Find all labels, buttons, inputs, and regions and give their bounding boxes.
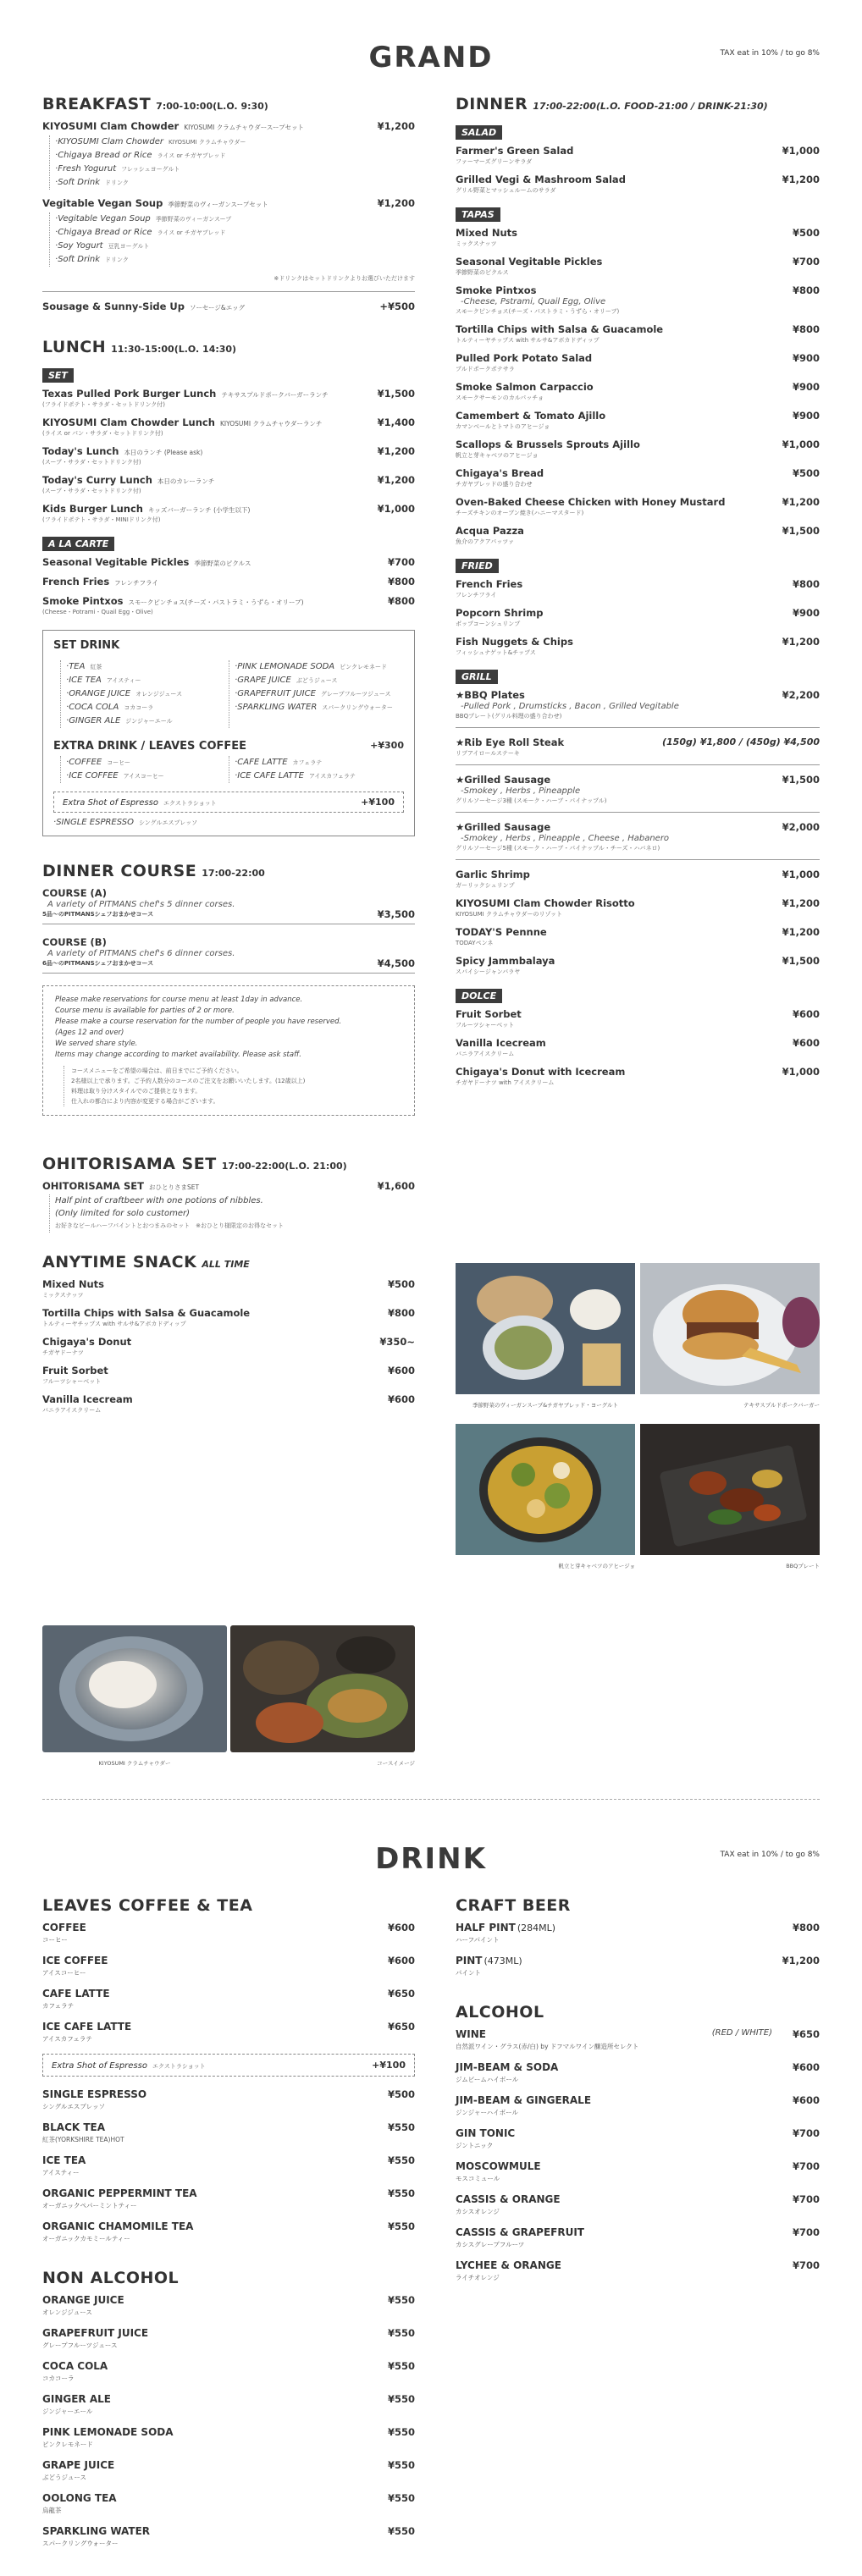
anytime-item: Tortilla Chips with Salsa & Guacamole トルティーヤチップス with サルサ&アボカドディップ ¥800 [42, 1307, 415, 1327]
drink-item: MOSCOWMULE モスコミュール ¥700 [456, 2160, 820, 2182]
dolce-item: Vanilla Icecream バニラアイスクリーム ¥600 [456, 1037, 820, 1057]
tapas-tag: TAPAS [456, 207, 500, 222]
drink-item: COFFEE コーヒー ¥600 [42, 1922, 415, 1944]
burger-photo [640, 1263, 820, 1397]
grill-item: TODAY'S Pennne TODAYペンネ ¥1,200 [456, 926, 820, 946]
divider [42, 291, 415, 292]
drink-item: BLACK TEA 紅茶(YORKSHIRE TEA)HOT ¥550 [42, 2121, 415, 2143]
grill-item: ★Grilled Sausage -Smokey , Herbs , Pineapple グリルソーセージ3種 (スモーク・ハーブ・パイナップル) ¥1,500 [456, 774, 820, 813]
tapas-item: Smoke Pintxos -Cheese, Pstrami, Quail Egg, Olive スモークピンチョス(チーズ・パストラミ・うずら・オリーブ) ¥800 [456, 284, 820, 315]
anytime-item: Mixed Nuts ミックスナッツ ¥500 [42, 1278, 415, 1299]
extra-drink-price: +¥300 [370, 740, 404, 751]
right-column [456, 95, 820, 1095]
course-photo [230, 1625, 415, 1752]
grill-item: Spicy Jammbalaya スパイシージャンバラヤ ¥1,500 [456, 955, 820, 975]
grill-item: ★Grilled Sausage -Smokey , Herbs , Pineapple , Cheese , Habanero グリルソーセージ5種 (スモーク・ハーブ・パイナップル・チーズ・ハバネロ) ¥2,000 [456, 821, 820, 860]
drink-item: SINGLE ESPRESSO シングルエスプレッソ ¥500 [42, 2088, 415, 2110]
anytime-item: Chigaya's Donut チガヤドーナツ ¥350~ [42, 1336, 415, 1356]
drink-item: ORANGE JUICE オレンジジュース ¥550 [42, 2294, 415, 2316]
set-drink-left: ·TEA 紅茶 ·ICE TEA アイスティー ·ORANGE JUICE オレンジジュース ·COCA COLA コカコーラ ·GINGER ALE ジンジャーエール [60, 660, 222, 728]
breakfast-options: ·Vegitable Vegan Soup 季節野菜のヴィーガンスープ ·Chigaya Bread or Rice ライス or チガヤブレッド ·Soy Yogurt 豆乳ヨーグルト ·Soft Drink ドリンク [49, 212, 356, 267]
set-drink-box [42, 630, 415, 836]
set-drink-title: SET DRINK [53, 639, 120, 652]
drink-item: JIM-BEAM & SODA ジムビームハイボール ¥600 [456, 2061, 820, 2083]
lunch-item: Today's Curry Lunch 本日のカレーランチ (スープ・サラダ・セットドリンク付) ¥1,200 [42, 474, 415, 494]
fried-tag: FRIED [456, 559, 499, 573]
breakfast-drink-note: ※ドリンクはセットドリンクよりお選びいただけます [274, 275, 415, 282]
grill-tag: GRILL [456, 670, 498, 684]
craftbeer-heading: CRAFT BEER [456, 1896, 571, 1915]
lunch-set-tag: SET [42, 368, 74, 383]
photo-caption: コースイメージ [377, 1760, 415, 1767]
ajillo-photo [456, 1424, 635, 1558]
leaves-heading: LEAVES COFFEE & TEA [42, 1896, 253, 1915]
dolce-tag: DOLCE [456, 989, 502, 1003]
breakfast-heading: BREAKFAST 7:00-10:00(L.O. 9:30) [42, 95, 268, 113]
salad-item: Grilled Vegi & Mashroom Salad グリル野菜とマッシュルームのサラダ ¥1,200 [456, 174, 820, 194]
course-heading: DINNER COURSE 17:00-22:00 [42, 862, 265, 880]
clam-chowder-photo [42, 1625, 227, 1752]
extra-shot-box: Extra Shot of Espresso エクストラショット +¥100 [42, 2054, 415, 2077]
tapas-item: Chigaya's Bread チガヤブレッドの盛り合わせ ¥500 [456, 467, 820, 488]
breakfast-options: ·KIYOSUMI Clam Chowder KIYOSUMI クラムチャウダー ·Chigaya Bread or Rice ライス or チガヤブレッド ·Fresh Yogurut フレッシュヨーグルト ·Soft Drink ドリンク [49, 135, 356, 190]
grill-item: ★Rib Eye Roll Steak リブアイロールステーキ (150g) ¥1,800 / (450g) ¥4,500 [456, 736, 820, 765]
extra-shot-box: Extra Shot of Espresso エクストラショット +¥100 [53, 792, 404, 813]
left-column [42, 95, 415, 1422]
lunch-item: KIYOSUMI Clam Chowder Lunch KIYOSUMI クラムチャウダーランチ (ライス or パン・サラダ・セットドリンク付) ¥1,400 [42, 416, 415, 437]
grand-header [0, 36, 862, 78]
alacarte-tag: A LA CARTE [42, 537, 114, 551]
drink-title: DRINK [375, 1842, 487, 1876]
drink-item: ICE COFFEE アイスコーヒー ¥600 [42, 1955, 415, 1977]
drink-item: ORGANIC PEPPERMINT TEA オーガニックペパーミントティー ¥550 [42, 2187, 415, 2209]
extra-drink-left: ·COFFEE コーヒー ·ICE COFFEE アイスコーヒー [60, 756, 222, 783]
fried-item: Fish Nuggets & Chips フィッシュナゲット&チップス ¥1,200 [456, 636, 820, 656]
drink-header [0, 1837, 862, 1879]
breakfast-item: KIYOSUMI Clam Chowder KIYOSUMI クラムチャウダースープセット ¥1,200 ·KIYOSUMI Clam Chowder KIYOSUMI クラムチャウダー ·Chigaya Bread or Rice ライス or チガヤブレッド ·Fresh Yogurut フレッシュヨーグルト ·Soft Drink ドリンク [42, 120, 415, 190]
tapas-item: Smoke Salmon Carpaccio スモークサーモンのカルパッチョ ¥900 [456, 381, 820, 401]
tapas-item: Scallops & Brussels Sprouts Ajillo 帆立と芽キャベツのアヒージョ ¥1,000 [456, 439, 820, 459]
lunch-item: Texas Pulled Pork Burger Lunch テキサスプルドポークバーガーランチ (フライドポテト・サラダ・セットドリンク付) ¥1,500 [42, 388, 415, 408]
right-photos [456, 1263, 820, 1568]
dinner-heading: DINNER 17:00-22:00(L.O. FOOD-21:00 / DRINK-21:30) [456, 95, 768, 113]
drink-tax-note: TAX eat in 10% / to go 8% [720, 1851, 820, 1859]
fried-item: Popcorn Shrimp ポップコーンシュリンプ ¥900 [456, 607, 820, 627]
alacarte-item: French Fries フレンチフライ ¥800 [42, 576, 415, 587]
grill-item: KIYOSUMI Clam Chowder Risotto KIYOSUMI クラムチャウダーのリゾット ¥1,200 [456, 897, 820, 918]
drink-item: ORGANIC CHAMOMILE TEA オーガニックカモミールティー ¥550 [42, 2220, 415, 2242]
ohitori-item: OHITORISAMA SET おひとりさまSET ¥1,600 Half pint of craftbeer with one potions of nibbles. (Only limited for solo customer) お好きなビールハーフパイントとおつまみのセット ※おひとり様限定のお得なセット [42, 1180, 415, 1233]
left-photos [42, 1625, 415, 1765]
single-espresso: ·SINGLE ESPRESSO シングルエスプレッソ [53, 818, 198, 827]
grand-tax-note: TAX eat in 10% / to go 8% [720, 49, 820, 58]
alcohol-heading: ALCOHOL [456, 2003, 544, 2022]
tapas-item: Camembert & Tomato Ajillo カマンベールとトマトのアヒージョ ¥900 [456, 410, 820, 430]
lunch-item: Today's Lunch 本日のランチ (Please ask) (スープ・サラダ・セットドリンク付) ¥1,200 [42, 445, 415, 466]
anytime-item: Vanilla Icecream バニラアイスクリーム ¥600 [42, 1393, 415, 1414]
lunch-heading: LUNCH 11:30-15:00(L.O. 14:30) [42, 338, 237, 356]
drink-item: COCA COLA コカコーラ ¥550 [42, 2360, 415, 2382]
drink-item: SPARKLING WATER スパークリングウォーター ¥550 [42, 2525, 415, 2547]
photo-caption: KIYOSUMI クラムチャウダー [98, 1760, 171, 1767]
tapas-item: Acqua Pazza 魚介のアクアパッツァ ¥1,500 [456, 525, 820, 545]
drink-item: GRAPE JUICE ぶどうジュース ¥550 [42, 2459, 415, 2481]
course-item: COURSE (B) A variety of PITMANS chef's 6 dinner corses. 6品〜のPITMANSシェフおまかせコース ¥4,500 [42, 936, 415, 974]
nonalcohol-heading: NON ALCOHOL [42, 2269, 180, 2287]
salad-item: Farmer's Green Salad ファーマーズグリーンサラダ ¥1,000 [456, 145, 820, 165]
drink-item: GRAPEFRUIT JUICE グレープフルーツジュース ¥550 [42, 2327, 415, 2349]
salad-tag: SALAD [456, 125, 502, 140]
drink-item: ICE TEA アイスティー ¥550 [42, 2154, 415, 2176]
drink-right-column [456, 1896, 820, 2292]
vegan-soup-photo [456, 1263, 635, 1397]
tapas-item: Oven-Baked Cheese Chicken with Honey Mustard チーズチキンのオーブン焼き(ハニーマスタード) ¥1,200 [456, 496, 820, 516]
photo-caption: テキサスプルドポークバーガー [743, 1402, 820, 1409]
drink-item: PINK LEMONADE SODA ピンクレモネード ¥550 [42, 2426, 415, 2448]
alacarte-item: Seasonal Vegitable Pickles 季節野菜のピクルス ¥700 [42, 556, 415, 568]
fried-item: French Fries フレンチフライ ¥800 [456, 578, 820, 598]
drink-item: OOLONG TEA 烏龍茶 ¥550 [42, 2492, 415, 2514]
tapas-item: Tortilla Chips with Salsa & Guacamole トルティーヤチップス with サルサ&アボカドディップ ¥800 [456, 323, 820, 344]
breakfast-item: Vegitable Vegan Soup 季節野菜のヴィーガンスープセット ¥1,200 ·Vegitable Vegan Soup 季節野菜のヴィーガンスープ ·Chigaya Bread or Rice ライス or チガヤブレッド ·Soy Yogurt 豆乳ヨーグルト ·Soft Drink ドリンク [42, 197, 415, 267]
course-item: COURSE (A) A variety of PITMANS chef's 5 dinner corses. 5品〜のPITMANSシェフおまかせコース ¥3,500 [42, 887, 415, 924]
dolce-item: Fruit Sorbet フルーツシャーベット ¥600 [456, 1008, 820, 1029]
drink-item: CASSIS & GRAPEFRUIT カシスグレープフルーツ ¥700 [456, 2226, 820, 2248]
drink-item: CAFE LATTE カフェラテ ¥650 [42, 1988, 415, 2010]
grand-title: GRAND [368, 41, 494, 74]
section-separator [42, 1799, 820, 1800]
ohitori-heading: OHITORISAMA SET 17:00-22:00(L.O. 21:00) [42, 1155, 347, 1173]
drink-item: GIN TONIC ジントニック ¥700 [456, 2127, 820, 2149]
extra-drink-title: EXTRA DRINK / LEAVES COFFEE [53, 740, 247, 753]
course-notes-box: Please make reservations for course menu at least 1day in advance. Course menu is available for parties of 2 or more. Please make a course reservation for the number of people you have reserved. (Ages 12 and over) We served share style. Items may change according to market availability. Please ask staff. コースメニューをご希望の場合は、前日までにご予約ください。 2名様以上で承ります。ご予約人数分のコースのご注文をお願いいたします。(12歳以上) 料理は取り分けスタイルでのご提供となります。 仕入れの都合により内容が変更する場合がございます。 [42, 985, 415, 1116]
tapas-item: Mixed Nuts ミックスナッツ ¥500 [456, 227, 820, 247]
photo-caption: 季節野菜のヴィーガンスープ&チガヤブレッド・ヨーグルト [472, 1402, 619, 1409]
drink-left-column [42, 1896, 415, 2558]
grill-item: Garlic Shrimp ガーリックシュリンプ ¥1,000 [456, 869, 820, 889]
breakfast-side-item: Sousage & Sunny-Side Up ソーセージ&エッグ +¥500 [42, 301, 415, 312]
drink-item: CASSIS & ORANGE カシスオレンジ ¥700 [456, 2193, 820, 2215]
set-drink-right: ·PINK LEMONADE SODA ピンクレモネード ·GRAPE JUICE ぶどうジュース ·GRAPEFRUIT JUICE グレープフルーツジュース ·SPARKLING WATER スパークリングウォーター [229, 660, 404, 728]
dolce-item: Chigaya's Donut with Icecream チガヤドーナツ with アイスクリーム ¥1,000 [456, 1066, 820, 1086]
drink-item: GINGER ALE ジンジャーエール ¥550 [42, 2393, 415, 2415]
drink-item: LYCHEE & ORANGE ライチオレンジ ¥700 [456, 2259, 820, 2281]
grill-item: ★BBQ Plates -Pulled Pork , Drumsticks , Bacon , Grilled Vegitable BBQプレート(グリル料理の盛り合わせ) ¥2,200 [456, 689, 820, 728]
lunch-item: Kids Burger Lunch キッズバーガーランチ (小学生以下) (フライドポテト・サラダ・MINIドリンク付) ¥1,000 [42, 503, 415, 523]
alacarte-item: Smoke Pintxos スモークピンチョス(チーズ・パストラミ・うずら・オリーブ) (Cheese・Potrami・Quail Egg・Olive) ¥800 [42, 595, 415, 615]
drink-item: JIM-BEAM & GINGERALE ジンジャーハイボール ¥600 [456, 2094, 820, 2116]
tapas-item: Seasonal Vegitable Pickles 季節野菜のピクルス ¥700 [456, 256, 820, 276]
anytime-heading: ANYTIME SNACK ALL TIME [42, 1253, 250, 1271]
extra-drink-right: ·CAFE LATTE カフェラテ ·ICE CAFE LATTE アイスカフェラテ [229, 756, 404, 783]
drink-item: PINT (473ML) パイント ¥1,200 [456, 1955, 820, 1977]
photo-caption: BBQプレート [786, 1563, 820, 1569]
tapas-item: Pulled Pork Potato Salad プルドポークポテサラ ¥900 [456, 352, 820, 372]
drink-item: HALF PINT (284ML) ハーフパイント ¥800 [456, 1922, 820, 1944]
drink-item: WINE 自然派ワイン・グラス(赤/白) by ドフマルワイン醸造所セレクト (RED / WHITE) ¥650 [456, 2028, 820, 2050]
photo-caption: 帆立と芽キャベツのアヒージョ [558, 1563, 635, 1569]
bbq-photo [640, 1424, 820, 1558]
drink-item: ICE CAFE LATTE アイスカフェラテ ¥650 [42, 2021, 415, 2043]
anytime-item: Fruit Sorbet フルーツシャーベット ¥600 [42, 1365, 415, 1385]
